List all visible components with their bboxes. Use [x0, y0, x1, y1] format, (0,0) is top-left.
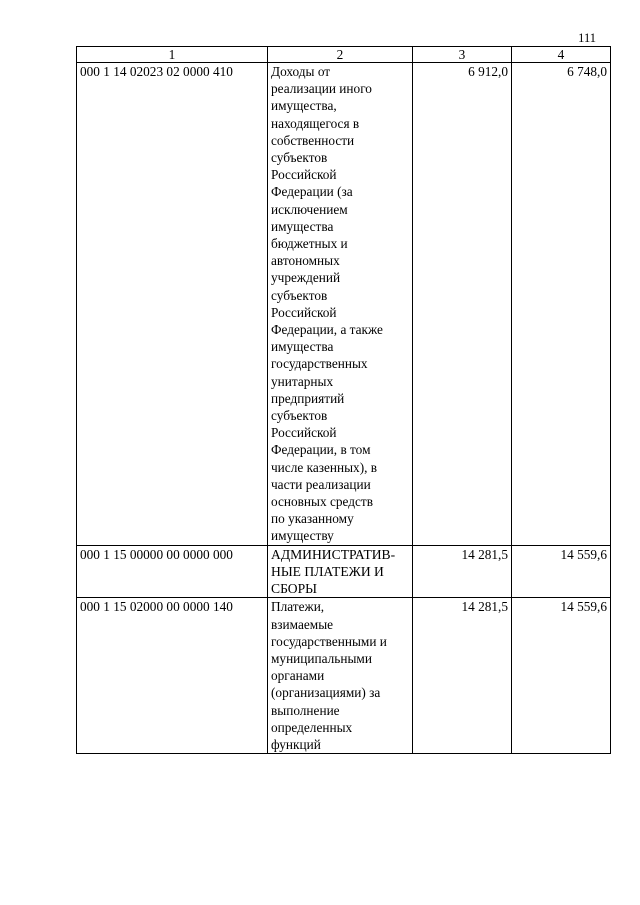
page-number: 111: [578, 31, 596, 45]
table-header-row: [77, 47, 611, 63]
value-column-3: 14 281,5: [413, 598, 512, 754]
table-row: [77, 63, 611, 546]
value-column-3: 6 912,0: [413, 63, 512, 546]
table-row: [77, 545, 611, 598]
budget-code: 000 1 15 00000 00 0000 000: [77, 545, 268, 598]
column-header-4: 4: [512, 47, 611, 63]
budget-code: 000 1 15 02000 00 0000 140: [77, 598, 268, 754]
table-row: [77, 598, 611, 754]
column-header-2: 2: [268, 47, 413, 63]
revenue-name: Доходы от реализации иного имущества, находящегося в собственности субъектов Российской Федерации (за исключением имущества бюджетных и автономных учреждений субъектов Российской Федерации, а также имущества государственных унитарных предприятий субъектов Российской Федерации, в том числе казенных), в части реализации основных средств по указанному имуществу: [268, 63, 413, 546]
budget-table: [76, 46, 611, 754]
budget-code: 000 1 14 02023 02 0000 410: [77, 63, 268, 546]
value-column-4: 14 559,6: [512, 545, 611, 598]
revenue-name: Платежи, взимаемые государственными и муниципальными органами (организациями) за выполнение определенных функций: [268, 598, 413, 754]
revenue-name: АДМИНИСТРАТИВ- НЫЕ ПЛАТЕЖИ И СБОРЫ: [268, 545, 413, 598]
value-column-4: 6 748,0: [512, 63, 611, 546]
value-column-3: 14 281,5: [413, 545, 512, 598]
column-header-1: 1: [77, 47, 268, 63]
value-column-4: 14 559,6: [512, 598, 611, 754]
column-header-3: 3: [413, 47, 512, 63]
